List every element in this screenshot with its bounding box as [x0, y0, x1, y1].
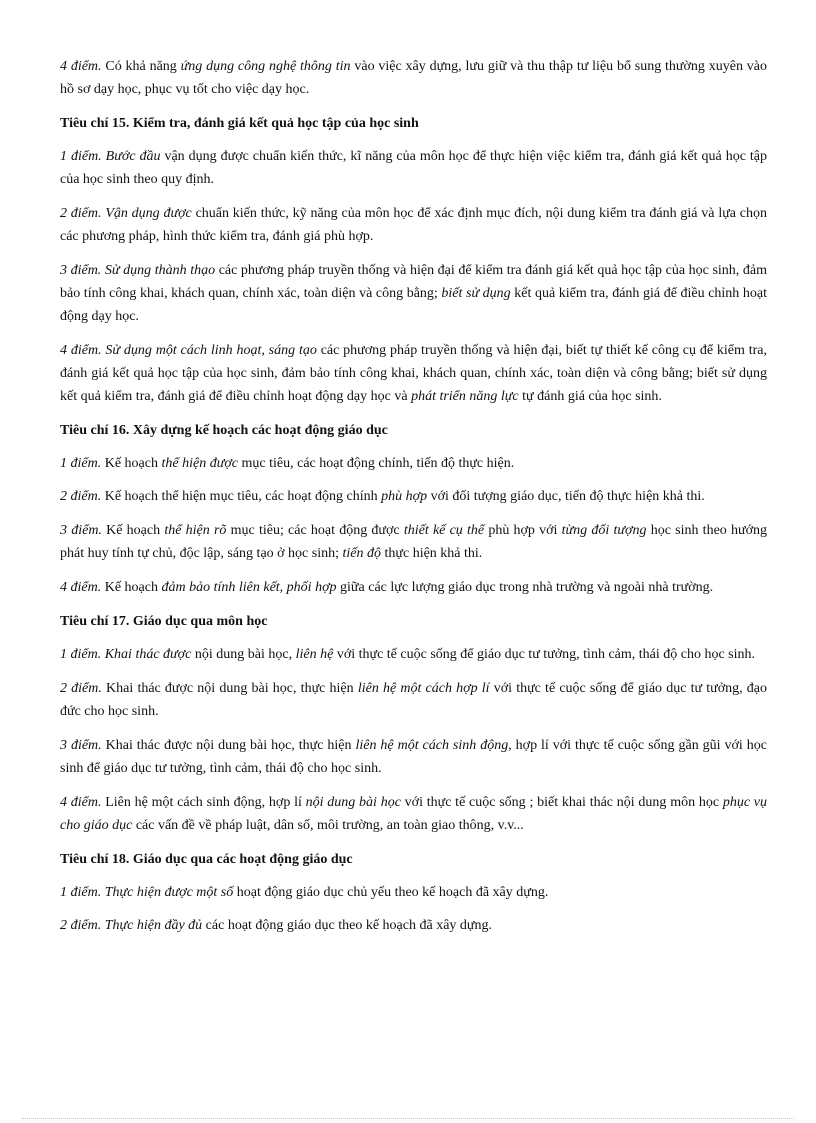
body-text: với thực tế cuộc sống để giáo dục tư tưởng, tình cảm, thái độ cho học sinh.: [333, 647, 756, 662]
criterion-level-paragraph: [60, 259, 767, 328]
emphasis-text: 3 điểm.: [60, 523, 102, 538]
body-text: Có khả năng: [101, 59, 181, 74]
body-text: mục tiêu, các hoạt động chính, tiến độ thực hiện.: [238, 456, 515, 471]
emphasis-text: đảm bảo tính liên kết, phối hợp: [161, 580, 337, 595]
criterion-level-paragraph: [60, 734, 767, 780]
emphasis-text: tiến độ: [342, 546, 382, 561]
emphasis-text: 2 điểm.: [60, 206, 102, 221]
emphasis-text: 1 điểm.: [60, 885, 102, 900]
emphasis-text: Khai thác được: [104, 647, 192, 662]
emphasis-text: 1 điểm.: [60, 456, 102, 471]
emphasis-text: Bước đầu: [105, 149, 161, 164]
emphasis-text: 1 điểm.: [60, 149, 102, 164]
body-text: Khai thác được nội dung bài học, thực hiện: [101, 681, 358, 696]
emphasis-text: liên hệ một cách sinh động: [355, 738, 509, 753]
body-text: giữa các lực lượng giáo dục trong nhà trường và ngoài nhà trường.: [336, 580, 714, 595]
body-text: các phương pháp truyền thống và hiện đại, biết tự thiết kế công cụ để kiểm tra, đánh giá kết quả học tập của học sinh, đảm bảo tính công khai, khách quan, chính xác, toàn diện và công bằng; biết sử dụng kết quả kiểm tra, đánh giá để điều chỉnh hoạt động dạy học và: [60, 343, 768, 404]
emphasis-text: từng đối tượng: [561, 523, 647, 538]
emphasis-text: phát triển năng lực: [411, 389, 519, 404]
body-text: học sinh theo hướng phát huy tính tự chủ, độc lập, sáng tạo ở học sinh;: [60, 523, 767, 561]
criterion-level-paragraph: [60, 339, 767, 408]
criterion-level-paragraph: [60, 881, 767, 904]
criterion-level-paragraph: [60, 55, 767, 101]
body-text: Tiêu chí 18. Giáo dục qua các hoạt động giáo dục: [60, 852, 353, 867]
criterion-heading: [60, 848, 767, 871]
body-text: Kế hoạch: [101, 580, 162, 595]
criterion-level-paragraph: [60, 914, 767, 937]
criterion-level-paragraph: [60, 576, 767, 599]
body-text: phù hợp với: [484, 523, 562, 538]
body-text: Liên hệ một cách sinh động, hợp lí: [101, 795, 306, 810]
emphasis-text: 2 điểm.: [60, 489, 102, 504]
emphasis-text: 2 điểm.: [60, 681, 102, 696]
emphasis-text: 4 điểm.: [60, 795, 102, 810]
body-text: , hợp lí với thực tế cuộc sống gần gũi với học sinh để giáo dục tư tưởng, tình cảm, thái độ cho học sinh.: [60, 738, 767, 776]
criterion-heading: [60, 112, 767, 135]
body-text: Kế hoạch: [101, 456, 162, 471]
body-text: vào việc xây dựng, lưu giữ và thu thập tư liệu bổ sung thường xuyên vào hồ sơ dạy học, phục vụ tốt cho việc dạy học.: [60, 59, 768, 97]
emphasis-text: Sử dụng thành thạo: [104, 263, 216, 278]
criterion-level-paragraph: [60, 519, 767, 565]
emphasis-text: nội dung bài học: [305, 795, 401, 810]
criterion-level-paragraph: [60, 791, 767, 837]
criterion-level-paragraph: [60, 145, 767, 191]
body-text: các hoạt động giáo dục theo kế hoạch đã xây dựng.: [202, 918, 492, 933]
body-text: Kế hoạch thể hiện mục tiêu, các hoạt động chính: [101, 489, 382, 504]
emphasis-text: thể hiện rõ: [164, 523, 227, 538]
body-text: thực hiện khả thi.: [381, 546, 483, 561]
emphasis-text: thiết kế cụ thể: [403, 523, 485, 538]
body-text: nội dung bài học,: [191, 647, 296, 662]
emphasis-text: 3 điểm.: [60, 263, 102, 278]
body-text: kết quả kiểm tra, đánh giá để điều chỉnh hoạt động dạy học.: [60, 286, 767, 324]
emphasis-text: Vận dụng được: [105, 206, 192, 221]
emphasis-text: 1 điểm.: [60, 647, 102, 662]
body-text: Tiêu chí 16. Xây dựng kế hoạch các hoạt động giáo dục: [60, 423, 388, 438]
emphasis-text: liên hệ: [295, 647, 334, 662]
criterion-level-paragraph: [60, 485, 767, 508]
criterion-heading: [60, 610, 767, 633]
body-text: Kế hoạch: [101, 523, 165, 538]
body-text: với thực tế cuộc sống ; biết khai thác nội dung môn học: [400, 795, 723, 810]
criterion-heading: [60, 419, 767, 442]
emphasis-text: liên hệ một cách hợp lí: [357, 681, 490, 696]
body-text: mục tiêu; các hoạt động được: [226, 523, 404, 538]
emphasis-text: Thực hiện đầy đủ: [104, 918, 203, 933]
emphasis-text: thể hiện được: [161, 456, 239, 471]
emphasis-text: 4 điểm.: [60, 580, 102, 595]
emphasis-text: 4 điểm.: [60, 343, 102, 358]
emphasis-text: 2 điểm.: [60, 918, 102, 933]
emphasis-text: 3 điểm.: [60, 738, 102, 753]
criterion-level-paragraph: [60, 452, 767, 475]
emphasis-text: phù hợp: [381, 489, 428, 504]
emphasis-text: Sử dụng một cách linh hoạt, sáng tạo: [105, 343, 317, 358]
criterion-level-paragraph: [60, 677, 767, 723]
page-bottom-divider: [22, 1118, 794, 1119]
body-text: Tiêu chí 17. Giáo dục qua môn học: [60, 614, 268, 629]
criterion-level-paragraph: [60, 643, 767, 666]
emphasis-text: ứng dụng công nghệ thông tin: [180, 59, 351, 74]
body-text: Tiêu chí 15. Kiểm tra, đánh giá kết quả học tập của học sinh: [60, 116, 419, 131]
body-text: Khai thác được nội dung bài học, thực hiện: [101, 738, 356, 753]
body-text: chuẩn kiến thức, kỹ năng của môn học để xác định mục đích, nội dung kiểm tra đánh giá và lựa chọn các phương pháp, hình thức kiểm tra, đánh giá phù hợp.: [60, 206, 768, 244]
body-text: với đối tượng giáo dục, tiến độ thực hiện khả thi.: [427, 489, 705, 504]
document-page: [60, 55, 767, 947]
body-text: với thực tế cuộc sống để giáo dục tư tưởng, đạo đức cho học sinh.: [60, 681, 767, 719]
criterion-level-paragraph: [60, 202, 767, 248]
emphasis-text: phục vụ cho giáo dục: [60, 795, 768, 833]
emphasis-text: 4 điểm.: [60, 59, 102, 74]
emphasis-text: Thực hiện được một số: [104, 885, 234, 900]
emphasis-text: biết sử dụng: [441, 286, 511, 301]
body-text: vận dụng được chuẩn kiến thức, kĩ năng của môn học để thực hiện việc kiểm tra, đánh giá kết quả học tập của học sinh theo quy định.: [60, 149, 767, 187]
body-text: tự đánh giá của học sinh.: [518, 389, 662, 404]
body-text: hoạt động giáo dục chủ yếu theo kế hoạch đã xây dựng.: [233, 885, 549, 900]
body-text: các phương pháp truyền thống và hiện đại để kiểm tra đánh giá kết quả học tập của học sinh, đảm bảo tính công khai, khách quan, chính xác, toàn diện và công bằng;: [60, 263, 767, 301]
body-text: các vấn đề về pháp luật, dân số, môi trường, an toàn giao thông, v.v...: [132, 818, 524, 833]
